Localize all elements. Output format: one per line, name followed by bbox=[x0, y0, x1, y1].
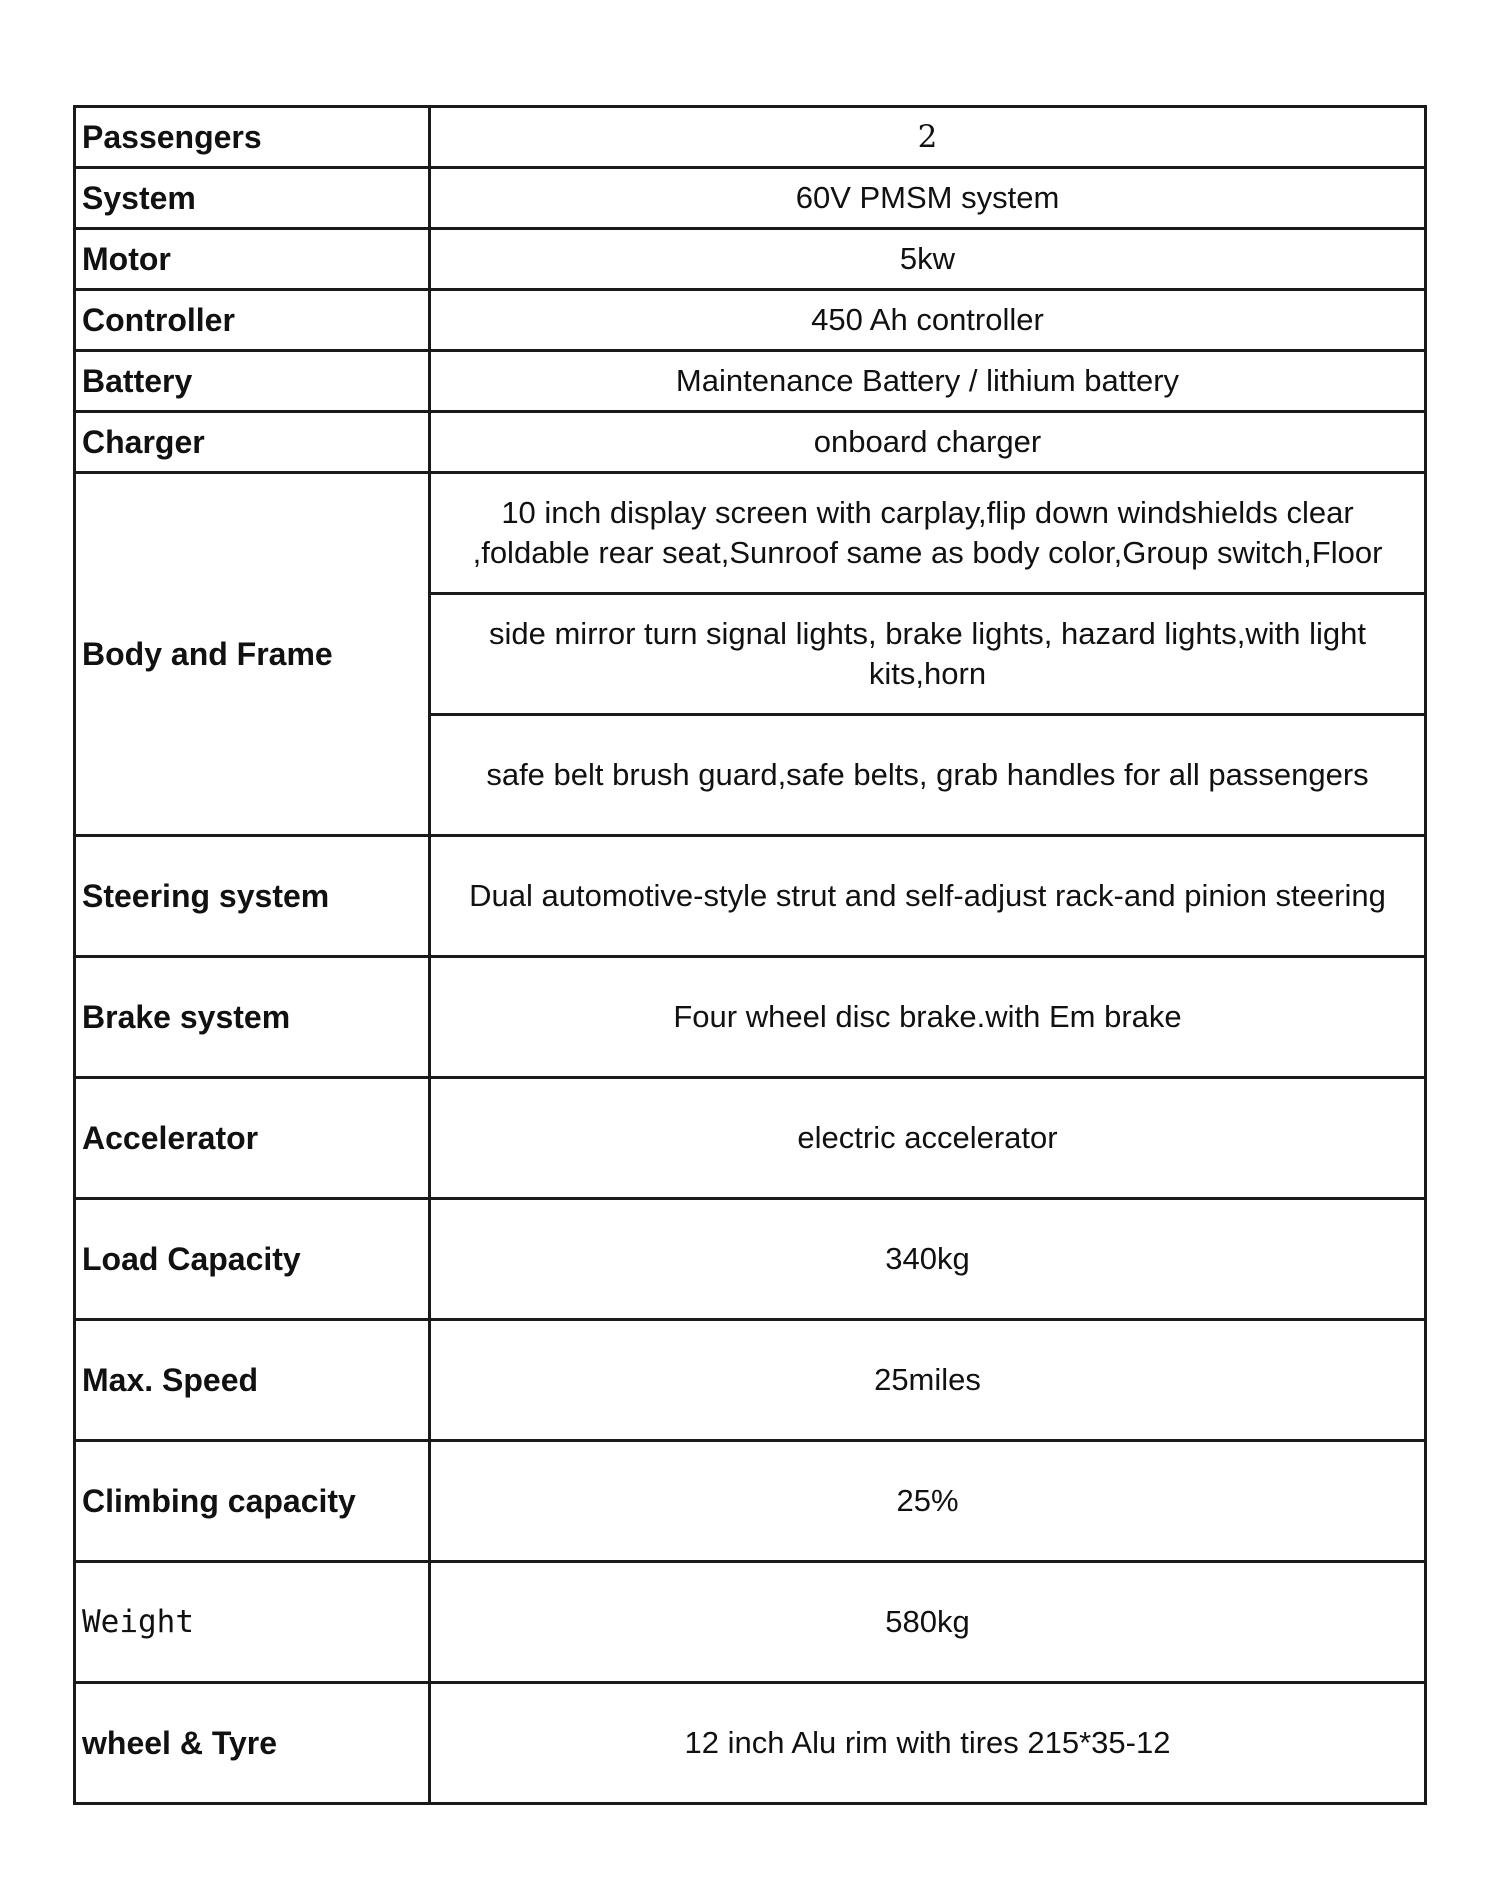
spec-value: 450 Ah controller bbox=[430, 290, 1426, 351]
spec-value: Four wheel disc brake.with Em brake bbox=[430, 957, 1426, 1078]
spec-value: 60V PMSM system bbox=[430, 168, 1426, 229]
spec-label: Controller bbox=[75, 290, 430, 351]
spec-value: 5kw bbox=[430, 229, 1426, 290]
spec-row-climbing bbox=[75, 1441, 1426, 1562]
spec-value: side mirror turn signal lights, brake lights, hazard lights,with light kits,horn bbox=[430, 594, 1426, 715]
spec-row-weight bbox=[75, 1562, 1426, 1683]
spec-value: 2 bbox=[430, 107, 1426, 168]
spec-value: 10 inch display screen with carplay,flip down windshields clear ,foldable rear seat,Sunroof same as body color,Group switch,Floor bbox=[430, 473, 1426, 594]
spec-label: Battery bbox=[75, 351, 430, 412]
spec-value: Dual automotive-style strut and self-adjust rack-and pinion steering bbox=[430, 836, 1426, 957]
spec-label: Max. Speed bbox=[75, 1320, 430, 1441]
spec-row-battery bbox=[75, 351, 1426, 412]
spec-label: Climbing capacity bbox=[75, 1441, 430, 1562]
spec-row-motor bbox=[75, 229, 1426, 290]
spec-label: Accelerator bbox=[75, 1078, 430, 1199]
spec-value: 12 inch Alu rim with tires 215*35-12 bbox=[430, 1683, 1426, 1804]
spec-label: wheel & Tyre bbox=[75, 1683, 430, 1804]
spec-label: Body and Frame bbox=[75, 473, 430, 836]
spec-row-controller bbox=[75, 290, 1426, 351]
spec-label: Weight bbox=[75, 1562, 430, 1683]
spec-row-system bbox=[75, 168, 1426, 229]
spec-label: Charger bbox=[75, 412, 430, 473]
spec-label: Load Capacity bbox=[75, 1199, 430, 1320]
spec-row-body-frame bbox=[75, 473, 1426, 594]
spec-row-passengers bbox=[75, 107, 1426, 168]
spec-row-charger bbox=[75, 412, 1426, 473]
spec-value: onboard charger bbox=[430, 412, 1426, 473]
spec-value: 340kg bbox=[430, 1199, 1426, 1320]
spec-label: Brake system bbox=[75, 957, 430, 1078]
spec-table bbox=[73, 105, 1427, 1805]
spec-row-load-capacity bbox=[75, 1199, 1426, 1320]
spec-row-brake bbox=[75, 957, 1426, 1078]
spec-row-max-speed bbox=[75, 1320, 1426, 1441]
spec-value: 580kg bbox=[430, 1562, 1426, 1683]
spec-label: Passengers bbox=[75, 107, 430, 168]
spec-label: Steering system bbox=[75, 836, 430, 957]
spec-row-accelerator bbox=[75, 1078, 1426, 1199]
spec-value: electric accelerator bbox=[430, 1078, 1426, 1199]
spec-label: System bbox=[75, 168, 430, 229]
spec-label: Motor bbox=[75, 229, 430, 290]
spec-row-steering bbox=[75, 836, 1426, 957]
spec-value: 25miles bbox=[430, 1320, 1426, 1441]
spec-value: Maintenance Battery / lithium battery bbox=[430, 351, 1426, 412]
spec-value: 25% bbox=[430, 1441, 1426, 1562]
spec-value: safe belt brush guard,safe belts, grab handles for all passengers bbox=[430, 715, 1426, 836]
spec-row-wheel-tyre bbox=[75, 1683, 1426, 1804]
